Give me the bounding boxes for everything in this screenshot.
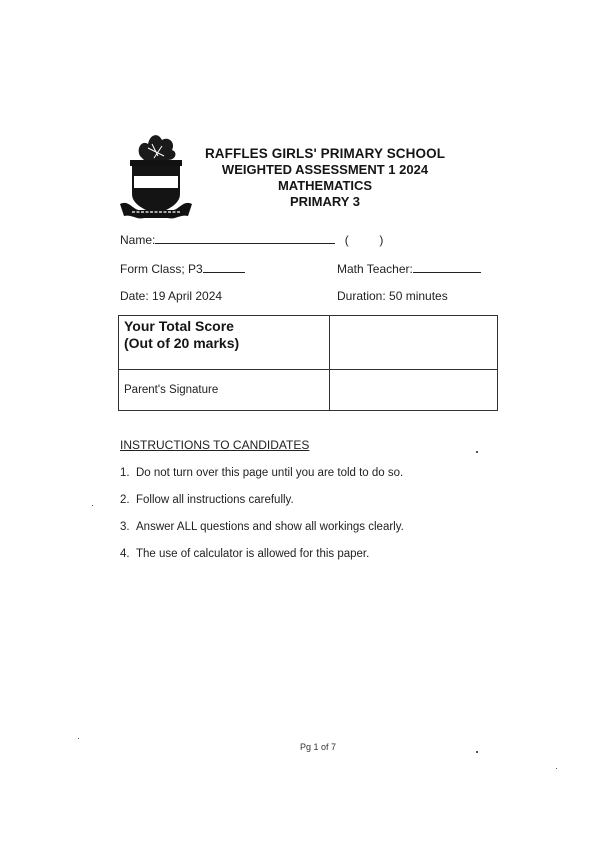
date-field: Date: 19 April 2024 [120,289,223,303]
instruction-item [120,465,404,492]
math-teacher-field [337,261,481,276]
parent-signature-label: Parent's Signature [124,384,219,396]
math-teacher-label: Math Teacher: [337,262,413,276]
school-crest-icon [118,126,194,222]
name-blank[interactable] [155,232,335,244]
name-label: Name: [120,233,156,247]
subject-title: MATHEMATICS [277,178,373,193]
instructions-list [120,465,404,573]
scan-speck [476,451,478,453]
total-score-cell[interactable] [330,316,497,369]
scan-speck [476,751,478,753]
instruction-text: Answer ALL questions and show all workings clearly. [136,521,404,533]
instruction-number: 1. [120,467,130,479]
instructions-heading: INSTRUCTIONS TO CANDIDATES [120,438,310,452]
index-open-paren: ( [344,233,349,247]
total-score-label-line2: (Out of 20 marks) [124,335,240,351]
scan-speck [78,738,79,739]
level-title: PRIMARY 3 [289,194,361,209]
scan-speck [556,768,557,769]
instruction-text: The use of calculator is allowed for this paper. [136,548,370,560]
instruction-number: 3. [120,521,130,533]
form-class-field [120,261,245,276]
index-close-paren: ) [379,233,384,247]
form-class-label: Form Class; P3 [120,262,203,276]
name-field [120,232,383,247]
page-number: Pg 1 of 7 [300,742,337,752]
school-name: RAFFLES GIRLS' PRIMARY SCHOOL [204,146,446,161]
instruction-item [120,546,404,573]
instruction-number: 2. [120,494,130,506]
math-teacher-blank[interactable] [413,261,481,273]
instruction-item [120,492,404,519]
exam-header [190,146,460,210]
total-score-label [124,318,239,352]
duration-field: Duration: 50 minutes [337,289,448,303]
scan-speck [92,505,93,506]
instruction-text: Do not turn over this page until you are told to do so. [136,467,404,479]
instruction-number: 4. [120,548,130,560]
form-class-blank[interactable] [203,261,245,273]
instruction-item [120,519,404,546]
assessment-title: WEIGHTED ASSESSMENT 1 2024 [221,162,429,177]
parent-signature-cell[interactable] [330,370,497,410]
instruction-text: Follow all instructions carefully. [136,494,294,506]
total-score-label-line1: Your Total Score [124,318,234,334]
score-table [118,315,498,411]
